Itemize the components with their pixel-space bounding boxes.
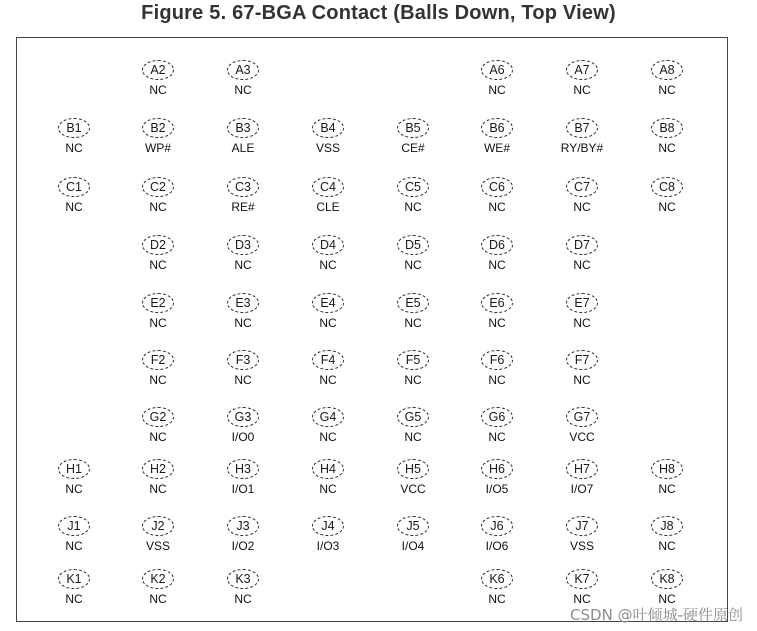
ball-coordinate: E2 [150, 295, 166, 310]
ball-coordinate: D6 [489, 237, 505, 252]
ball-signal-label: NC [658, 83, 676, 97]
ball-outline [312, 118, 344, 138]
ball-coordinate: C5 [405, 179, 421, 194]
ball-outline [227, 569, 259, 589]
ball-signal-label: NC [488, 592, 506, 606]
ball-f2 [140, 350, 180, 396]
ball-outline [227, 293, 259, 313]
ball-coordinate: B4 [320, 120, 336, 135]
ball-signal-label: I/O2 [231, 539, 255, 553]
ball-outline [651, 118, 683, 138]
ball-coordinate: K1 [66, 571, 82, 586]
ball-outline [481, 293, 513, 313]
ball-outline [142, 459, 174, 479]
ball-signal-label: NC [319, 482, 337, 496]
ball-coordinate: D5 [405, 237, 421, 252]
ball-coordinate: B1 [66, 120, 82, 135]
ball-j5 [395, 516, 435, 562]
ball-b4 [310, 118, 350, 164]
ball-outline [481, 407, 513, 427]
ball-coordinate: J5 [406, 518, 420, 533]
ball-signal-label: I/O7 [570, 482, 594, 496]
ball-outline [481, 350, 513, 370]
ball-outline [566, 569, 598, 589]
ball-signal-label: NC [404, 430, 422, 444]
ball-signal-label: NC [149, 373, 167, 387]
ball-signal-label: WE# [483, 141, 510, 155]
ball-outline [312, 350, 344, 370]
ball-coordinate: H6 [489, 461, 505, 476]
ball-c7 [564, 177, 604, 223]
ball-coordinate: H1 [66, 461, 82, 476]
ball-signal-label: VCC [400, 482, 426, 496]
ball-coordinate: B7 [574, 120, 590, 135]
ball-signal-label: CLE [316, 200, 340, 214]
ball-outline [227, 350, 259, 370]
ball-coordinate: G7 [573, 409, 591, 424]
ball-c2 [140, 177, 180, 223]
ball-j3 [225, 516, 265, 562]
ball-g2 [140, 407, 180, 453]
ball-coordinate: K6 [489, 571, 505, 586]
ball-signal-label: NC [404, 373, 422, 387]
ball-outline [566, 516, 598, 536]
ball-signal-label: NC [488, 258, 506, 272]
ball-coordinate: G2 [149, 409, 167, 424]
ball-a2 [140, 60, 180, 106]
ball-coordinate: H3 [235, 461, 251, 476]
ball-signal-label: NC [319, 258, 337, 272]
ball-c4 [310, 177, 350, 223]
ball-signal-label: NC [658, 141, 676, 155]
ball-outline [481, 177, 513, 197]
ball-h7 [564, 459, 604, 505]
ball-h1 [56, 459, 96, 505]
ball-b8 [649, 118, 689, 164]
ball-outline [481, 569, 513, 589]
ball-signal-label: NC [658, 200, 676, 214]
ball-coordinate: A8 [659, 62, 675, 77]
ball-coordinate: E5 [405, 295, 421, 310]
ball-outline [58, 516, 90, 536]
ball-coordinate: J6 [490, 518, 504, 533]
ball-coordinate: D3 [235, 237, 251, 252]
ball-signal-label: NC [234, 83, 252, 97]
ball-coordinate: E6 [489, 295, 505, 310]
ball-outline [142, 407, 174, 427]
ball-coordinate: K2 [150, 571, 166, 586]
ball-signal-label: NC [404, 316, 422, 330]
ball-b6 [479, 118, 519, 164]
ball-outline [58, 177, 90, 197]
ball-coordinate: C7 [574, 179, 590, 194]
ball-d4 [310, 235, 350, 281]
ball-h4 [310, 459, 350, 505]
ball-h8 [649, 459, 689, 505]
ball-coordinate: C4 [320, 179, 336, 194]
ball-coordinate: H2 [150, 461, 166, 476]
ball-e4 [310, 293, 350, 339]
ball-signal-label: NC [65, 539, 83, 553]
ball-signal-label: NC [573, 258, 591, 272]
ball-coordinate: B2 [150, 120, 166, 135]
ball-h6 [479, 459, 519, 505]
ball-coordinate: J2 [151, 518, 165, 533]
ball-outline [651, 459, 683, 479]
ball-outline [566, 235, 598, 255]
ball-signal-label: NC [658, 482, 676, 496]
ball-signal-label: NC [149, 482, 167, 496]
ball-outline [397, 350, 429, 370]
ball-outline [58, 459, 90, 479]
ball-signal-label: NC [658, 539, 676, 553]
ball-outline [312, 293, 344, 313]
ball-outline [227, 235, 259, 255]
ball-outline [312, 177, 344, 197]
ball-signal-label: RE# [231, 200, 255, 214]
ball-signal-label: NC [65, 482, 83, 496]
ball-outline [397, 177, 429, 197]
ball-coordinate: A6 [489, 62, 505, 77]
ball-signal-label: NC [234, 258, 252, 272]
ball-c5 [395, 177, 435, 223]
ball-signal-label: NC [234, 316, 252, 330]
ball-outline [227, 407, 259, 427]
ball-c3 [225, 177, 265, 223]
ball-coordinate: G6 [488, 409, 506, 424]
ball-coordinate: J1 [67, 518, 81, 533]
ball-outline [566, 118, 598, 138]
ball-coordinate: H5 [405, 461, 421, 476]
ball-outline [566, 293, 598, 313]
ball-outline [481, 235, 513, 255]
figure-title: Figure 5. 67-BGA Contact (Balls Down, Top View) [141, 2, 616, 24]
ball-h3 [225, 459, 265, 505]
ball-b7 [560, 118, 604, 164]
ball-h5 [395, 459, 435, 505]
ball-coordinate: J3 [236, 518, 250, 533]
ball-coordinate: F2 [150, 352, 166, 367]
ball-outline [481, 516, 513, 536]
ball-outline [651, 516, 683, 536]
ball-outline [142, 177, 174, 197]
ball-b1 [56, 118, 96, 164]
ball-outline [142, 118, 174, 138]
ball-g6 [479, 407, 519, 453]
ball-signal-label: NC [149, 316, 167, 330]
ball-coordinate: D2 [150, 237, 166, 252]
ball-coordinate: F4 [320, 352, 336, 367]
ball-outline [397, 118, 429, 138]
ball-c8 [649, 177, 689, 223]
ball-k1 [56, 569, 96, 615]
ball-outline [481, 60, 513, 80]
ball-outline [312, 235, 344, 255]
ball-coordinate: F5 [405, 352, 421, 367]
ball-signal-label: NC [319, 373, 337, 387]
ball-signal-label: CE# [401, 141, 425, 155]
ball-coordinate: J7 [575, 518, 589, 533]
ball-coordinate: A2 [150, 62, 166, 77]
ball-coordinate: K8 [659, 571, 675, 586]
ball-signal-label: NC [573, 83, 591, 97]
ball-e5 [395, 293, 435, 339]
ball-outline [142, 516, 174, 536]
ball-coordinate: G5 [404, 409, 422, 424]
ball-signal-label: I/O6 [485, 539, 509, 553]
ball-signal-label: NC [488, 83, 506, 97]
ball-coordinate: C2 [150, 179, 166, 194]
ball-signal-label: NC [573, 316, 591, 330]
ball-outline [312, 516, 344, 536]
ball-signal-label: NC [149, 592, 167, 606]
ball-signal-label: NC [573, 373, 591, 387]
ball-signal-label: NC [149, 83, 167, 97]
ball-signal-label: NC [488, 373, 506, 387]
ball-a7 [564, 60, 604, 106]
ball-signal-label: NC [65, 592, 83, 606]
ball-j1 [56, 516, 96, 562]
ball-a6 [479, 60, 519, 106]
ball-outline [651, 60, 683, 80]
ball-g3 [225, 407, 265, 453]
ball-outline [651, 177, 683, 197]
ball-g5 [395, 407, 435, 453]
ball-outline [142, 569, 174, 589]
ball-coordinate: F3 [235, 352, 251, 367]
ball-outline [227, 177, 259, 197]
watermark: CSDN @叶倾城-硬件原创 [570, 606, 743, 624]
ball-j8 [649, 516, 689, 562]
ball-signal-label: NC [319, 316, 337, 330]
ball-signal-label: NC [319, 430, 337, 444]
ball-outline [397, 407, 429, 427]
ball-e2 [140, 293, 180, 339]
ball-j7 [564, 516, 604, 562]
ball-coordinate: F6 [489, 352, 505, 367]
ball-signal-label: NC [658, 592, 676, 606]
ball-d6 [479, 235, 519, 281]
ball-c1 [56, 177, 96, 223]
ball-j2 [140, 516, 180, 562]
ball-outline [227, 60, 259, 80]
ball-outline [58, 569, 90, 589]
ball-outline [312, 459, 344, 479]
ball-signal-label: NC [404, 200, 422, 214]
ball-signal-label: NC [573, 200, 591, 214]
ball-outline [481, 459, 513, 479]
ball-outline [566, 177, 598, 197]
ball-signal-label: VSS [145, 539, 170, 553]
ball-c6 [479, 177, 519, 223]
ball-signal-label: VSS [315, 141, 340, 155]
ball-signal-label: NC [234, 592, 252, 606]
ball-signal-label: WP# [144, 141, 171, 155]
ball-f7 [564, 350, 604, 396]
ball-coordinate: B5 [405, 120, 421, 135]
ball-j6 [479, 516, 519, 562]
ball-signal-label: NC [149, 430, 167, 444]
ball-coordinate: A3 [235, 62, 251, 77]
ball-coordinate: H8 [659, 461, 675, 476]
ball-signal-label: NC [149, 200, 167, 214]
ball-signal-label: VSS [569, 539, 594, 553]
ball-coordinate: A7 [574, 62, 590, 77]
ball-b3 [225, 118, 265, 164]
ball-coordinate: C6 [489, 179, 505, 194]
ball-outline [397, 516, 429, 536]
ball-signal-label: NC [65, 141, 83, 155]
ball-k6 [479, 569, 519, 615]
ball-outline [566, 407, 598, 427]
ball-outline [142, 60, 174, 80]
ball-coordinate: J8 [660, 518, 674, 533]
ball-outline [397, 293, 429, 313]
package-outline [16, 37, 728, 622]
ball-coordinate: G4 [319, 409, 337, 424]
ball-signal-label: I/O3 [316, 539, 340, 553]
ball-outline [397, 235, 429, 255]
ball-e6 [479, 293, 519, 339]
ball-outline [227, 118, 259, 138]
ball-coordinate: G3 [234, 409, 252, 424]
ball-k2 [140, 569, 180, 615]
ball-signal-label: NC [488, 316, 506, 330]
ball-signal-label: I/O4 [401, 539, 425, 553]
ball-signal-label: NC [234, 373, 252, 387]
ball-b5 [395, 118, 435, 164]
ball-coordinate: K3 [235, 571, 251, 586]
ball-f6 [479, 350, 519, 396]
ball-outline [651, 569, 683, 589]
ball-g7 [564, 407, 604, 453]
ball-coordinate: K7 [574, 571, 590, 586]
ball-a8 [649, 60, 689, 106]
ball-k3 [225, 569, 265, 615]
ball-coordinate: C3 [235, 179, 251, 194]
ball-d5 [395, 235, 435, 281]
ball-b2 [140, 118, 180, 164]
ball-signal-label: NC [149, 258, 167, 272]
ball-f3 [225, 350, 265, 396]
ball-outline [227, 516, 259, 536]
ball-outline [227, 459, 259, 479]
ball-e7 [564, 293, 604, 339]
ball-outline [481, 118, 513, 138]
ball-outline [312, 407, 344, 427]
ball-outline [142, 293, 174, 313]
ball-signal-label: ALE [231, 141, 255, 155]
ball-coordinate: C1 [66, 179, 82, 194]
ball-coordinate: E7 [574, 295, 590, 310]
ball-coordinate: H7 [574, 461, 590, 476]
ball-coordinate: B3 [235, 120, 251, 135]
ball-outline [397, 459, 429, 479]
ball-coordinate: C8 [659, 179, 675, 194]
ball-a3 [225, 60, 265, 106]
ball-j4 [310, 516, 350, 562]
ball-coordinate: E3 [235, 295, 251, 310]
ball-coordinate: B8 [659, 120, 675, 135]
ball-signal-label: NC [488, 200, 506, 214]
ball-coordinate: B6 [489, 120, 505, 135]
ball-coordinate: E4 [320, 295, 336, 310]
ball-signal-label: NC [65, 200, 83, 214]
ball-d7 [564, 235, 604, 281]
ball-signal-label: RY/BY# [560, 141, 604, 155]
ball-coordinate: H4 [320, 461, 336, 476]
ball-f4 [310, 350, 350, 396]
ball-outline [566, 60, 598, 80]
ball-coordinate: F7 [574, 352, 590, 367]
ball-signal-label: I/O0 [231, 430, 255, 444]
ball-signal-label: I/O5 [485, 482, 509, 496]
ball-outline [142, 235, 174, 255]
ball-signal-label: VCC [569, 430, 595, 444]
ball-outline [58, 118, 90, 138]
ball-signal-label: NC [404, 258, 422, 272]
ball-signal-label: NC [573, 592, 591, 606]
ball-coordinate: D4 [320, 237, 336, 252]
ball-e3 [225, 293, 265, 339]
ball-outline [566, 459, 598, 479]
ball-outline [142, 350, 174, 370]
ball-d3 [225, 235, 265, 281]
ball-coordinate: J4 [321, 518, 335, 533]
ball-d2 [140, 235, 180, 281]
ball-h2 [140, 459, 180, 505]
ball-coordinate: D7 [574, 237, 590, 252]
ball-g4 [310, 407, 350, 453]
ball-signal-label: NC [488, 430, 506, 444]
ball-outline [566, 350, 598, 370]
ball-f5 [395, 350, 435, 396]
ball-signal-label: I/O1 [231, 482, 255, 496]
